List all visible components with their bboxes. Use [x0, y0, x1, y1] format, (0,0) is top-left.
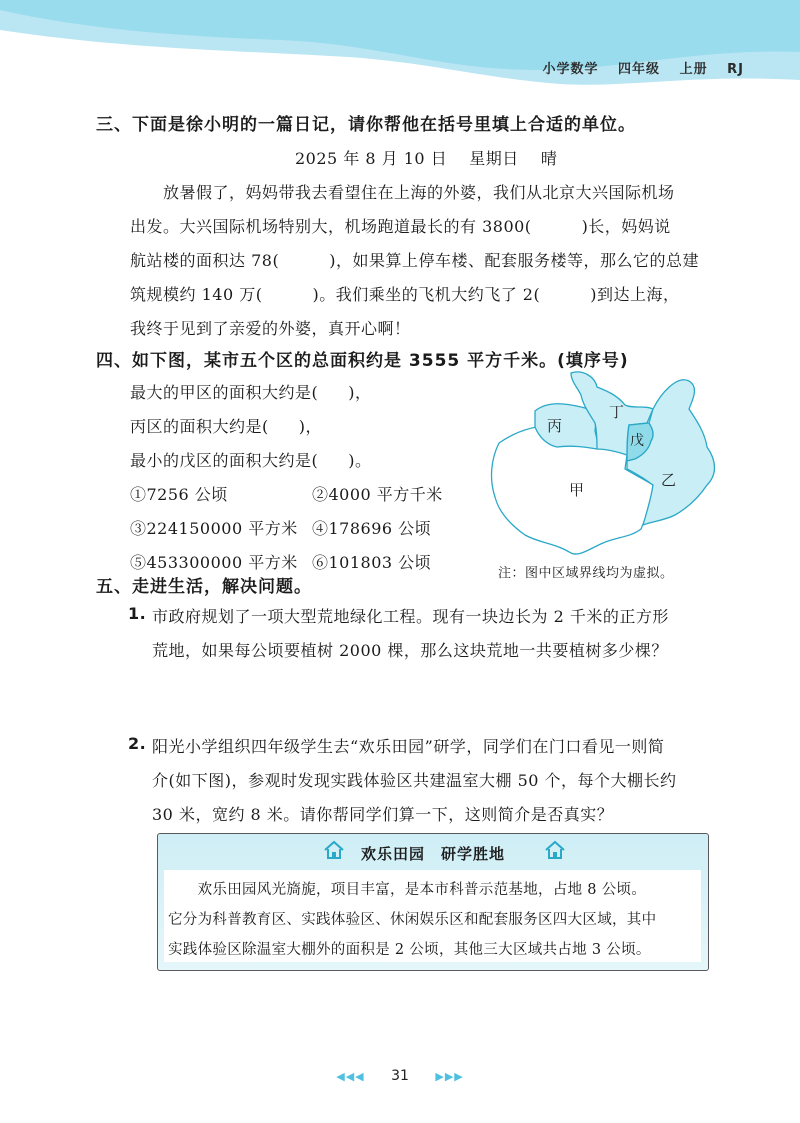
map-label-bing: 丙: [547, 417, 563, 435]
problem-1-line-2: 荒地，如果每公顷要植树 2000 棵，那么这块荒地一共要植树多少棵？: [152, 641, 668, 660]
intro-card-title: 欢乐田园 研学胜地: [360, 845, 505, 863]
intro-card-line-1: 欢乐田园风光旖旎，项目丰富，是本市科普示范基地，占地 8 公顷。: [168, 882, 647, 898]
map-label-ding: 丁: [609, 403, 625, 421]
section5-title: 五、走进生活，解决问题。: [96, 577, 312, 597]
diary-line-4: 筑规模约 140 万( )。我们乘坐的飞机大约飞了 2( )到达上海，: [130, 285, 680, 304]
page-footer: [0, 1068, 800, 1084]
prev-arrows-icon: ◀◀◀: [336, 1070, 365, 1083]
option-3: ③224150000 平方米: [130, 519, 298, 538]
next-arrows-icon: ▶▶▶: [435, 1070, 464, 1083]
diary-line-5: 我终于见到了亲爱的外婆，真开心啊！: [130, 319, 411, 338]
problem-1-line-1: 市政府规划了一项大型荒地绿化工程。现有一块边长为 2 千米的正方形: [152, 607, 669, 626]
section3-title: 三、下面是徐小明的一篇日记，请你帮他在括号里填上合适的单位。: [96, 115, 636, 135]
problem-2-number: 2.: [128, 734, 147, 753]
problem-2-line-3: 30 米，宽约 8 米。请你帮同学们算一下，这则简介是否真实？: [152, 805, 614, 824]
intro-card-line-2: 它分为科普教育区、实践体验区、休闲娱乐区和配套服务区四大区域，其中: [168, 912, 657, 928]
option-2: ②4000 平方千米: [312, 485, 443, 504]
option-1: ①7256 公顷: [130, 485, 228, 504]
diary-line-3: 航站楼的面积达 78( )，如果算上停车楼、配套服务楼等，那么它的总建: [130, 251, 699, 270]
header-volume: 上册: [679, 62, 708, 77]
intro-card-line-3: 实践体验区除温室大棚外的面积是 2 公顷，其他三大区域共占地 3 公顷。: [168, 942, 651, 958]
diary-line-1: 放暑假了，妈妈带我去看望住在上海的外婆，我们从北京大兴国际机场: [130, 183, 675, 202]
section4-title: 四、如下图，某市五个区的总面积约是 3555 平方千米。(填序号): [96, 351, 629, 371]
map-label-jia: 甲: [569, 481, 585, 499]
map-label-yi: 乙: [661, 471, 677, 489]
header-subject: 小学数学: [542, 62, 599, 77]
section4-question-3: 最小的戊区的面积大约是( )。: [130, 451, 372, 470]
page-number: 31: [391, 1068, 409, 1084]
section4-question-1: 最大的甲区的面积大约是( )，: [130, 383, 372, 402]
map-label-wu: 戊: [630, 433, 644, 449]
option-4: ④178696 公顷: [312, 519, 432, 538]
option-5: ⑤453300000 平方米: [130, 553, 298, 572]
diary-date: 2025 年 8 月 10 日 星期日 晴: [295, 149, 558, 168]
header-info: [529, 58, 745, 77]
section4-question-2: 丙区的面积大约是( )，: [130, 417, 322, 436]
option-6: ⑥101803 公顷: [312, 553, 432, 572]
problem-2-line-2: 介(如下图)，参观时发现实践体验区共建温室大棚 50 个，每个大棚长约: [152, 771, 677, 790]
header-grade: 四年级: [618, 62, 661, 77]
diary-line-2: 出发。大兴国际机场特别大，机场跑道最长的有 3800( )长，妈妈说: [130, 217, 671, 236]
problem-2-line-1: 阳光小学组织四年级学生去“欢乐田园”研学，同学们在门口看见一则简: [152, 737, 665, 756]
district-map: [485, 365, 725, 565]
problem-1-number: 1.: [128, 604, 147, 623]
header-edition: RJ: [727, 62, 744, 77]
map-note: 注：图中区域界线均为虚拟。: [498, 566, 674, 581]
